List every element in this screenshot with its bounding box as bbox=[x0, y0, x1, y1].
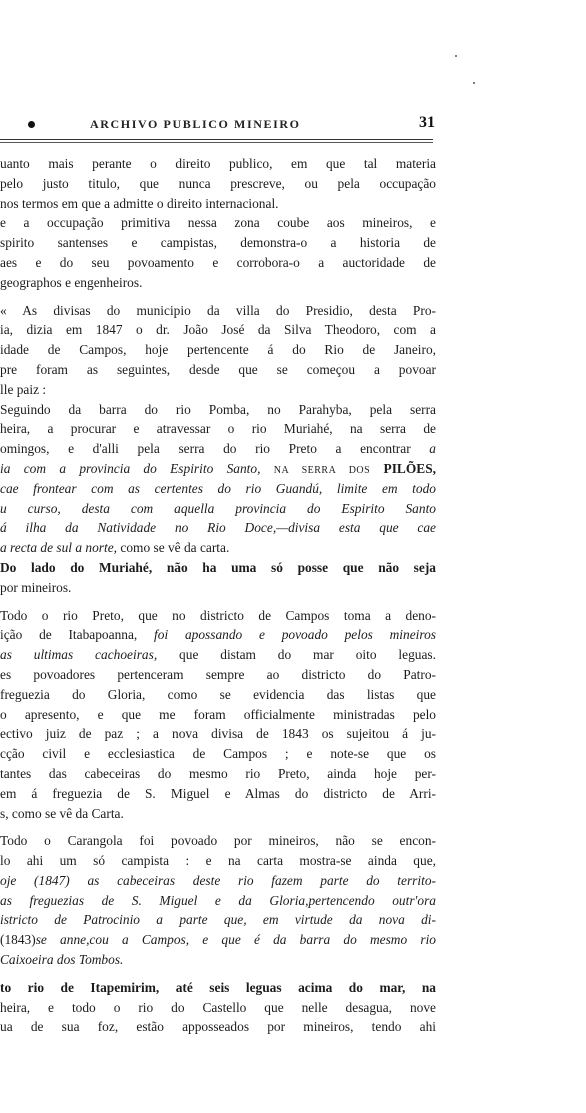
text-line: pre foram as seguintes, desde que se começou a povoar bbox=[0, 361, 436, 377]
paragraph bbox=[0, 978, 436, 1037]
italic-span: as ultimas cachoeiras, bbox=[0, 647, 158, 663]
text-line: por mineiros. bbox=[0, 579, 72, 595]
text-line: aes e do seu povoamento e corrobora-o a auctoridade de bbox=[0, 254, 436, 270]
text-line: ua de sua foz, estão apposseados por mineiros, tendo ahi bbox=[0, 1019, 436, 1035]
text-line: uanto mais perante o direito publico, em que tal materia bbox=[0, 156, 436, 171]
paragraph bbox=[0, 558, 436, 598]
bold-span: PILÕES, bbox=[383, 460, 436, 476]
text-line bbox=[0, 891, 436, 911]
text-span: omingos, e d'alli pela serra do rio Preto a encontrar bbox=[0, 441, 411, 457]
scan-speck bbox=[473, 82, 475, 84]
text-line bbox=[0, 518, 436, 538]
italic-span: Caixoeira dos Tombos. bbox=[0, 952, 124, 968]
text-line: ectivo juiz de paz ; a nova divisa de 1843 os sujeitou á ju- bbox=[0, 726, 436, 742]
text-line: heira, e todo o rio do Castello que nelle desagua, nove bbox=[0, 999, 436, 1015]
running-head: ARCHIVO PUBLICO MINEIRO bbox=[90, 117, 301, 131]
text-line bbox=[0, 439, 436, 459]
text-line bbox=[0, 910, 436, 930]
text-line: geographos e engenheiros. bbox=[0, 274, 143, 290]
italic-span: a recta de sul a norte, bbox=[0, 540, 118, 556]
text-span: Seguindo da barra do rio Pomba, no Parahyba, pela serra bbox=[0, 401, 436, 417]
page-number: 31 bbox=[419, 114, 435, 131]
text-line: ia, dizia em 1847 o dr. João José da Silva Theodoro, com a bbox=[0, 322, 436, 338]
text-line bbox=[0, 645, 436, 665]
text-span: que distam do mar oito leguas. bbox=[179, 647, 436, 663]
text-line bbox=[0, 625, 436, 645]
text-line: freguezia do Gloria, como se evidencia das listas que bbox=[0, 686, 436, 702]
italic-span: se anne,cou a Campos, e que é da barra do mesmo rio bbox=[35, 932, 436, 948]
text-line: idade de Campos, hoje pertencente á do Rio de Janeiro, bbox=[0, 342, 436, 358]
text-line: nos termos em que a admitte o direito internacional. bbox=[0, 195, 279, 211]
text-line bbox=[0, 930, 436, 950]
text-line bbox=[0, 499, 436, 519]
text-line: tantes das cabeceiras do mesmo rio Preto, ainda hoje per- bbox=[0, 765, 436, 781]
italic-span: istricto de Patrocinio a parte que, em virtude da nova di- bbox=[0, 912, 436, 928]
italic-span: foi apossando e povoado pelos mineiros bbox=[154, 627, 436, 643]
header-rule bbox=[0, 142, 433, 143]
paragraph bbox=[0, 831, 436, 970]
paragraph bbox=[0, 154, 436, 213]
paragraph bbox=[0, 606, 436, 824]
text-line: Todo o Carangola foi povoado por mineiros, não se encon- bbox=[0, 833, 436, 849]
text-span: (1843) bbox=[0, 932, 36, 948]
paragraph bbox=[0, 213, 436, 292]
text-span: heira, a procurar e atravessar o rio Muriahé, na serra de bbox=[0, 421, 436, 437]
text-line bbox=[0, 538, 436, 558]
italic-span: a bbox=[429, 441, 436, 457]
text-line: es povoadores pertenceram sempre ao districto do Patro- bbox=[0, 666, 436, 682]
text-span: ição de Itabapoanna, bbox=[0, 627, 138, 643]
text-line bbox=[0, 871, 436, 891]
italic-span: ia com a provincia do Espirito Santo, bbox=[0, 460, 261, 476]
text-line: em á freguezia de S. Miguel e Almas do districto de Arri- bbox=[0, 785, 436, 801]
text-line: pelo justo titulo, que nunca prescreve, ou pela occupação bbox=[0, 175, 436, 191]
text-line bbox=[0, 950, 436, 970]
body-text bbox=[0, 154, 436, 1037]
text-line: e a occupação primitiva nessa zona coube aos mineiros, e bbox=[0, 215, 436, 231]
italic-span: as freguezias de S. Miguel e da Gloria,pertencendo outr'ora bbox=[0, 892, 436, 908]
text-line: spirito santenses e campistas, demonstra-o a historia de bbox=[0, 235, 436, 251]
scan-speck bbox=[455, 55, 457, 57]
paragraph bbox=[0, 301, 436, 400]
header-rule bbox=[0, 139, 433, 140]
text-line bbox=[0, 459, 436, 479]
italic-span: u curso, desta com aquella provincia do Espirito Santo bbox=[0, 500, 436, 516]
italic-span: á ilha da Natividade no Rio Doce,—divisa esta que cae bbox=[0, 520, 436, 536]
italic-span: oje (1847) as cabeceiras deste rio fazem parte do territo- bbox=[0, 872, 436, 888]
text-line: Todo o rio Preto, que no districto de Campos toma a deno- bbox=[0, 607, 436, 623]
small-caps-span: NA SERRA DOS bbox=[273, 464, 371, 476]
paragraph bbox=[0, 400, 436, 558]
text-line: « As divisas do municipio da villa do Presidio, desta Pro- bbox=[0, 302, 436, 318]
text-span: como se vê da carta. bbox=[120, 540, 230, 556]
text-line: to rio de Itapemirim, até seis leguas acima do mar, na bbox=[0, 979, 436, 995]
bullet-mark bbox=[28, 121, 35, 128]
text-line: s, como se vê da Carta. bbox=[0, 805, 124, 821]
text-line bbox=[0, 400, 436, 420]
text-line: cção civil e ecclesiastica de Campos ; e note-se que os bbox=[0, 746, 436, 762]
italic-span: cae frontear com as certentes do rio Guandú, limite em todo bbox=[0, 480, 436, 496]
text-line bbox=[0, 419, 436, 439]
text-line: Do lado do Muriahé, não ha uma só posse que não seja bbox=[0, 559, 436, 575]
text-line: o apresento, e que me foram officialmente ministradas pelo bbox=[0, 706, 436, 722]
text-line: lle paiz : bbox=[0, 381, 47, 397]
text-line: lo ahi um só campista : e na carta mostra-se ainda que, bbox=[0, 853, 436, 869]
text-line bbox=[0, 479, 436, 499]
